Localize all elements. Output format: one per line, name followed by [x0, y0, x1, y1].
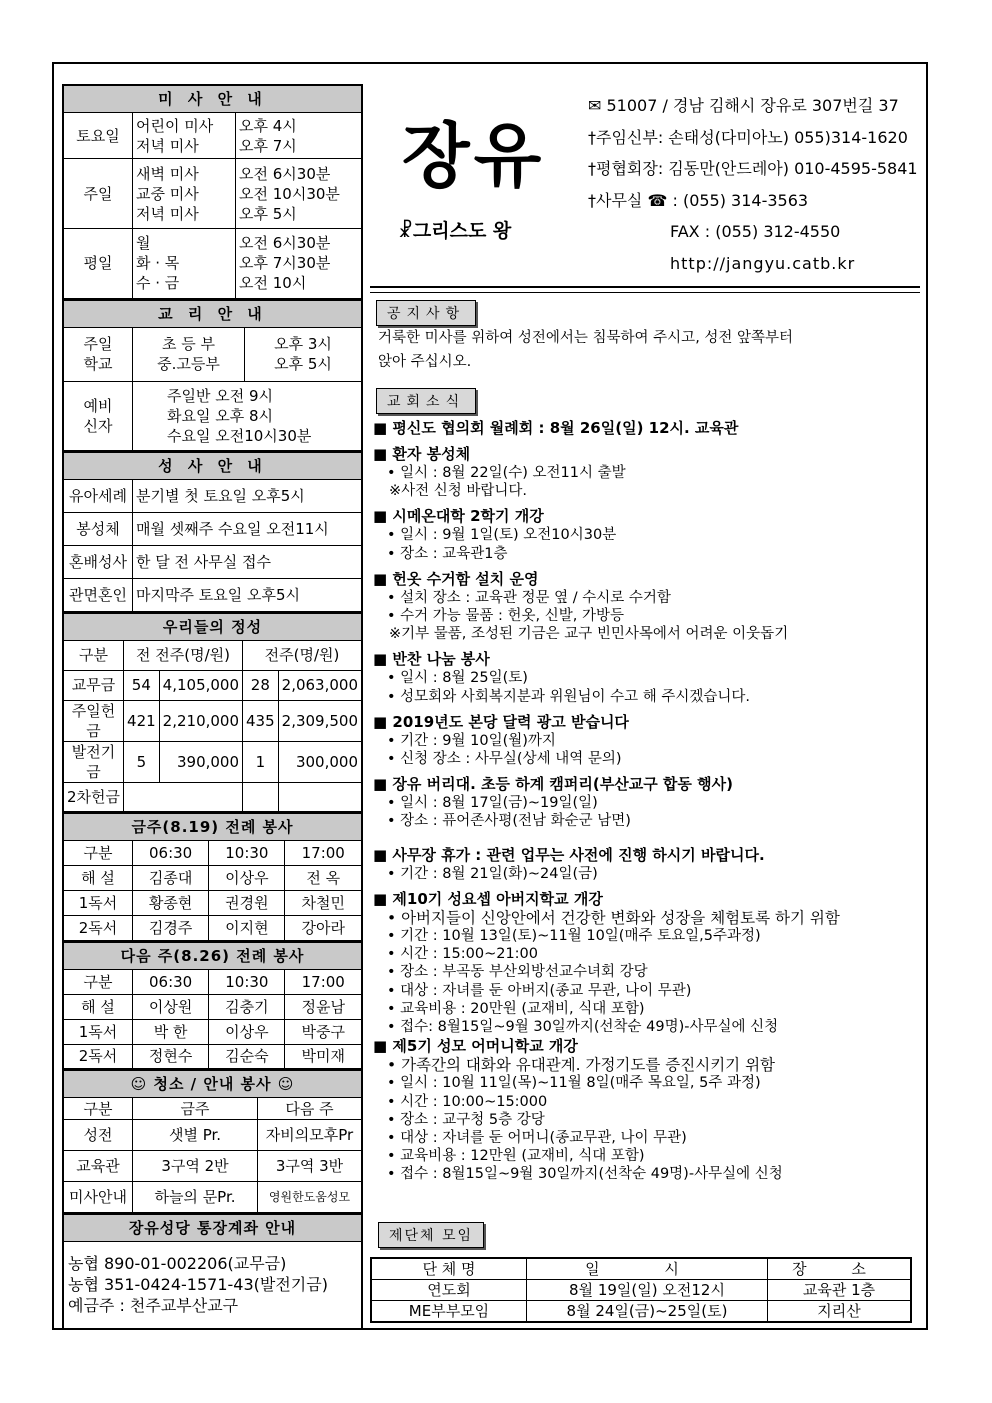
news-line: • 장소 : 교구청 5층 강당: [373, 1111, 918, 1129]
offering-amount: 300,000: [278, 741, 362, 782]
liturgy-person: 김경주: [133, 916, 209, 941]
mass-names: 새벽 미사 교중 미사 저녁 미사: [133, 159, 236, 229]
liturgy-next-week-table: [62, 942, 363, 1071]
mass-times: 오전 6시30분 오후 7시30분 오전 10시: [236, 229, 363, 299]
offering-amount: 2,309,500: [278, 700, 362, 741]
cleaning-place: 미사안내: [63, 1182, 133, 1213]
offering-count: 5: [124, 741, 160, 782]
office-contact: †사무실 ☎ : (055) 314-3563: [588, 190, 809, 210]
cleaning-group: 하늘의 문Pr.: [133, 1182, 258, 1213]
liturgy-header: 06:30: [133, 969, 209, 994]
news-heading: ■ 시메온대학 2학기 개강: [373, 506, 918, 526]
cleaning-group: 자비의모후Pr: [258, 1120, 363, 1151]
contact-info: [588, 90, 918, 279]
offering-name: 발전기금: [63, 741, 124, 782]
pastor-contact: †주임신부: 손태성(다미아노) 055)314-1620: [588, 127, 908, 147]
news-line: ※사전 신청 바랍니다.: [389, 483, 528, 500]
mass-times: 오전 6시30분 오전 10시30분 오후 5시: [236, 159, 363, 229]
sacrament-desc: 매월 셋째주 수요일 오전11시: [133, 513, 363, 546]
news-heading: ■ 제5기 성모 어머니학교 개강: [373, 1036, 918, 1056]
news-line: • 수거 가능 물품 : 헌옷, 신발, 가방등: [373, 607, 918, 625]
liturgy-header: 17:00: [285, 841, 362, 866]
cleaning-group: 영원한도움성모: [258, 1182, 363, 1213]
news-line: • 일시 : 8월 17일(금)~19일(일): [373, 794, 918, 812]
sacrament-name: 혼배성사: [63, 546, 133, 579]
offerings-header: 전주(명/원): [243, 640, 362, 670]
news-line: • 아버지들이 신앙안에서 건강한 변화와 성장을 체험토록 하기 위함: [373, 909, 918, 927]
liturgy-header: 구분: [63, 841, 133, 866]
news-item: [373, 418, 918, 438]
cleaning-place: 교육관: [63, 1151, 133, 1182]
liturgy-person: 박미재: [285, 1044, 362, 1069]
news-item: [373, 649, 918, 705]
sacrament-desc: 마지막주 토요일 오후5시: [133, 579, 363, 612]
fax-contact: FAX : (055) 312-4550: [670, 222, 841, 241]
mail-icon: ✉: [588, 96, 607, 115]
news-line: • 대상 : 자녀를 둔 어머니(종교무관, 나이 무관): [373, 1129, 918, 1147]
meeting-group: ME부부모임: [371, 1301, 527, 1323]
website-link[interactable]: http://jangyu.catb.kr: [670, 253, 856, 273]
mass-names: 어린이 미사 저녁 미사: [133, 113, 236, 159]
meetings-tag: 제단체 모임: [378, 1222, 484, 1248]
liturgy-person: 정윤남: [285, 994, 362, 1019]
news-heading: ■ 환자 봉성체: [373, 444, 918, 464]
sunday-school-label: 주일 학교: [63, 327, 133, 381]
sacrament-name: 관면혼인: [63, 579, 133, 612]
liturgy-person: 이상원: [133, 994, 209, 1019]
cleaning-header: 구분: [63, 1098, 133, 1120]
doctrine-title: 교 리 안 내: [63, 300, 362, 327]
mass-day: 주일: [63, 159, 133, 229]
news-line: • 기간 : 9월 10일(월)까지: [373, 732, 918, 750]
offering-count: 54: [124, 670, 160, 700]
bulletin-subtitle: ☧그리스도 왕: [398, 220, 512, 242]
liturgy-this-week-table: [62, 813, 363, 942]
offering-name: 2차헌금: [63, 782, 124, 812]
cleaning-place: 성전: [63, 1120, 133, 1151]
bank-title: 장유성당 통장계좌 안내: [63, 1214, 362, 1241]
news-line: ※기부 물품, 조성된 기금은 교구 빈민사목에서 어려운 이웃돕기: [389, 626, 789, 643]
doctrine-table: [62, 300, 363, 453]
news-item: [373, 889, 918, 1036]
liturgy-person: 김충기: [209, 994, 285, 1019]
catechumen-label: 예비 신자: [63, 381, 133, 451]
news-line: • 교육비용 : 20만원 (교재비, 식대 포함): [373, 1000, 918, 1018]
cleaning-group: 3구역 3반: [258, 1151, 363, 1182]
news-line: • 장소 : 교육관1층: [373, 545, 918, 563]
liturgy-person: 강아라: [285, 916, 362, 941]
news-line: • 시간 : 10:00~15:000: [373, 1093, 918, 1111]
news-line: • 시간 : 15:00~21:00: [373, 945, 918, 963]
news-item: [373, 569, 918, 644]
news-line: • 신청 장소 : 사무실(상세 내역 문의): [373, 750, 918, 768]
sacrament-name: 봉성체: [63, 513, 133, 546]
meeting-place: 교육관 1층: [768, 1280, 912, 1301]
sunday-school-times: 오후 3시 오후 5시: [245, 327, 363, 381]
sacraments-title: 성 사 안 내: [63, 453, 362, 480]
meeting-place: 지리산: [768, 1301, 912, 1323]
news-tag: 교회소식: [376, 388, 476, 414]
sacrament-name: 유아세례: [63, 480, 133, 513]
news-item: [373, 1036, 918, 1183]
liturgy-person: 이상우: [209, 1019, 285, 1044]
news-line: • 설치 장소 : 교육관 정문 옆 / 수시로 수거함: [373, 589, 918, 607]
cleaning-header: 금주: [133, 1098, 258, 1120]
liturgy-person: 이지현: [209, 916, 285, 941]
offering-amount: 4,105,000: [159, 670, 242, 700]
news-line: • 대상 : 자녀를 둔 아버지(종교 무관, 나이 무관): [373, 982, 918, 1000]
offering-amount: [278, 782, 362, 812]
sacrament-desc: 한 달 전 사무실 접수: [133, 546, 363, 579]
address: 51007 / 경남 김해시 장유로 307번길 37: [606, 96, 899, 115]
liturgy-person: 권경원: [209, 891, 285, 916]
liturgy-header: 구분: [63, 969, 133, 994]
offering-amount: [124, 782, 243, 812]
liturgy-this-title: 금주(8.19) 전례 봉사: [63, 814, 362, 841]
liturgy-person: 이상우: [209, 866, 285, 891]
news-heading: ■ 2019년도 본당 달력 광고 받습니다: [373, 712, 918, 732]
bank-table: [62, 1214, 363, 1331]
offerings-header: 전 전주(명/원): [124, 640, 243, 670]
notice-text: 거룩한 미사를 위하여 성전에서는 침묵하여 주시고, 성전 앞쪽부터 앉아 주십시오.: [378, 330, 794, 370]
news-line: • 일시 : 9월 1일(토) 오전10시30분: [373, 526, 918, 544]
sacrament-desc: 분기별 첫 토요일 오후5시: [133, 480, 363, 513]
liturgy-person: 김순숙: [209, 1044, 285, 1069]
news-line: • 교육비용 : 12만원 (교재비, 식대 포함): [373, 1147, 918, 1165]
liturgy-role: 해 설: [63, 866, 133, 891]
news-line: • 장소 : 부곡동 부산외방선교수녀회 강당: [373, 963, 918, 981]
bank-line: 예금주 : 천주교부산교구: [68, 1296, 239, 1316]
meeting-date: 8월 19일(일) 오전12시: [527, 1280, 768, 1301]
news-line: • 가족간의 대화와 유대관계. 가정기도를 증진시키기 위함: [373, 1056, 918, 1074]
liturgy-header: 06:30: [133, 841, 209, 866]
offering-count: 421: [124, 700, 160, 741]
offering-amount: 2,063,000: [278, 670, 362, 700]
cleaning-table: [62, 1070, 363, 1214]
meetings-table: [370, 1257, 912, 1323]
liturgy-person: 전 옥: [285, 866, 362, 891]
news-heading: ■ 사무장 휴가 : 관련 업무는 사전에 진행 하시기 바랍니다.: [373, 845, 918, 865]
news-heading: ■ 헌옷 수거함 설치 운영: [373, 569, 918, 589]
header-rule: [370, 292, 920, 293]
header-rule: [370, 286, 920, 288]
news-heading: ■ 반찬 나눔 봉사: [373, 649, 918, 669]
meetings-header: 단 체 명: [371, 1258, 527, 1280]
mass-times: 오후 4시 오후 7시: [236, 113, 363, 159]
meeting-date: 8월 24일(금)~25일(토): [527, 1301, 768, 1323]
meeting-group: 연도회: [371, 1280, 527, 1301]
offerings-table: [62, 613, 363, 814]
news-item: [373, 444, 918, 500]
notice-tag: 공지사항: [376, 300, 476, 326]
left-column: [62, 84, 363, 1324]
offering-count: 435: [243, 700, 279, 741]
news-line: • 성모회와 사회복지분과 위원님이 수고 해 주시겠습니다.: [373, 688, 918, 706]
chi-rho-icon: ☧: [398, 220, 413, 242]
liturgy-role: 2독서: [63, 1044, 133, 1069]
liturgy-role: 해 설: [63, 994, 133, 1019]
liturgy-header: 17:00: [285, 969, 362, 994]
news-item: [373, 712, 918, 768]
cleaning-group: 샛별 Pr.: [133, 1120, 258, 1151]
meetings-header: 장 소: [768, 1258, 912, 1280]
offerings-header: 구분: [63, 640, 124, 670]
mass-table: [62, 84, 363, 300]
liturgy-person: 차철민: [285, 891, 362, 916]
news-line: • 일시 : 8월 25일(토): [373, 669, 918, 687]
meetings-header: 일 시: [527, 1258, 768, 1280]
catechumen-schedule: 주일반 오전 9시 화요일 오후 8시 수요일 오전10시30분: [133, 381, 363, 451]
news-item: [373, 506, 918, 562]
news-heading: ■ 장유 버리대. 초등 하계 캠퍼리(부산교구 합동 행사): [373, 774, 918, 794]
cleaning-header: 다음 주: [258, 1098, 363, 1120]
offering-count: 28: [243, 670, 279, 700]
offering-amount: 390,000: [159, 741, 242, 782]
cleaning-group: 3구역 2반: [133, 1151, 258, 1182]
sacraments-table: [62, 452, 363, 613]
news-list: [373, 418, 918, 1184]
mass-day: 평일: [63, 229, 133, 299]
liturgy-person: 황종현: [133, 891, 209, 916]
news-line: • 장소 : 퓨어존사평(전남 화순군 남면): [373, 812, 918, 830]
news-heading: ■ 평신도 협의회 월례회 : 8월 26일(일) 12시. 교육관: [373, 418, 918, 438]
liturgy-person: 정현수: [133, 1044, 209, 1069]
council-contact: †평협회장: 김동만(안드레아) 010-4595-5841: [588, 159, 918, 178]
news-line: • 접수: 8월15일~9월 30일까지(선착순 49명)-사무실에 신청: [373, 1018, 918, 1036]
news-heading: ■ 제10기 성요셉 아버지학교 개강: [373, 889, 918, 909]
mass-day: 토요일: [63, 113, 133, 159]
liturgy-role: 2독서: [63, 916, 133, 941]
news-line: • 기간 : 8월 21일(화)~24일(금): [373, 865, 918, 883]
offering-count: [243, 782, 279, 812]
news-line: • 기간 : 10월 13일(토)~11월 10일(매주 토요일,5주과정): [373, 927, 918, 945]
offering-name: 주일헌금: [63, 700, 124, 741]
liturgy-header: 10:30: [209, 841, 285, 866]
sunday-school-groups: 초 등 부 중.고등부: [133, 327, 245, 381]
mass-names: 월 화 · 목 수 · 금: [133, 229, 236, 299]
mass-title: 미 사 안 내: [63, 85, 362, 113]
bank-line: 농협 890-01-002206(교무금): [68, 1254, 287, 1274]
offering-amount: 2,210,000: [159, 700, 242, 741]
liturgy-person: 김종대: [133, 866, 209, 891]
offering-name: 교무금: [63, 670, 124, 700]
liturgy-header: 10:30: [209, 969, 285, 994]
news-line: • 일시 : 10월 11일(목)~11월 8일(매주 목요일, 5주 과정): [373, 1074, 918, 1092]
offerings-title: 우리들의 정성: [63, 613, 362, 640]
liturgy-person: 박 한: [133, 1019, 209, 1044]
bulletin-title: 장유: [402, 115, 546, 197]
news-item: [373, 845, 918, 883]
news-line: • 일시 : 8월 22일(수) 오전11시 출발: [373, 464, 918, 482]
liturgy-role: 1독서: [63, 1019, 133, 1044]
offering-count: 1: [243, 741, 279, 782]
news-line: • 접수 : 8월15일~9월 30일까지(선착순 49명)-사무실에 신청: [373, 1165, 918, 1183]
news-item: [373, 774, 918, 830]
liturgy-next-title: 다음 주(8.26) 전례 봉사: [63, 942, 362, 969]
liturgy-person: 박중구: [285, 1019, 362, 1044]
bank-line: 농협 351-0424-1571-43(발전기금): [68, 1275, 328, 1295]
cleaning-title: ☺ 청소 / 안내 봉사 ☺: [63, 1071, 362, 1098]
liturgy-role: 1독서: [63, 891, 133, 916]
